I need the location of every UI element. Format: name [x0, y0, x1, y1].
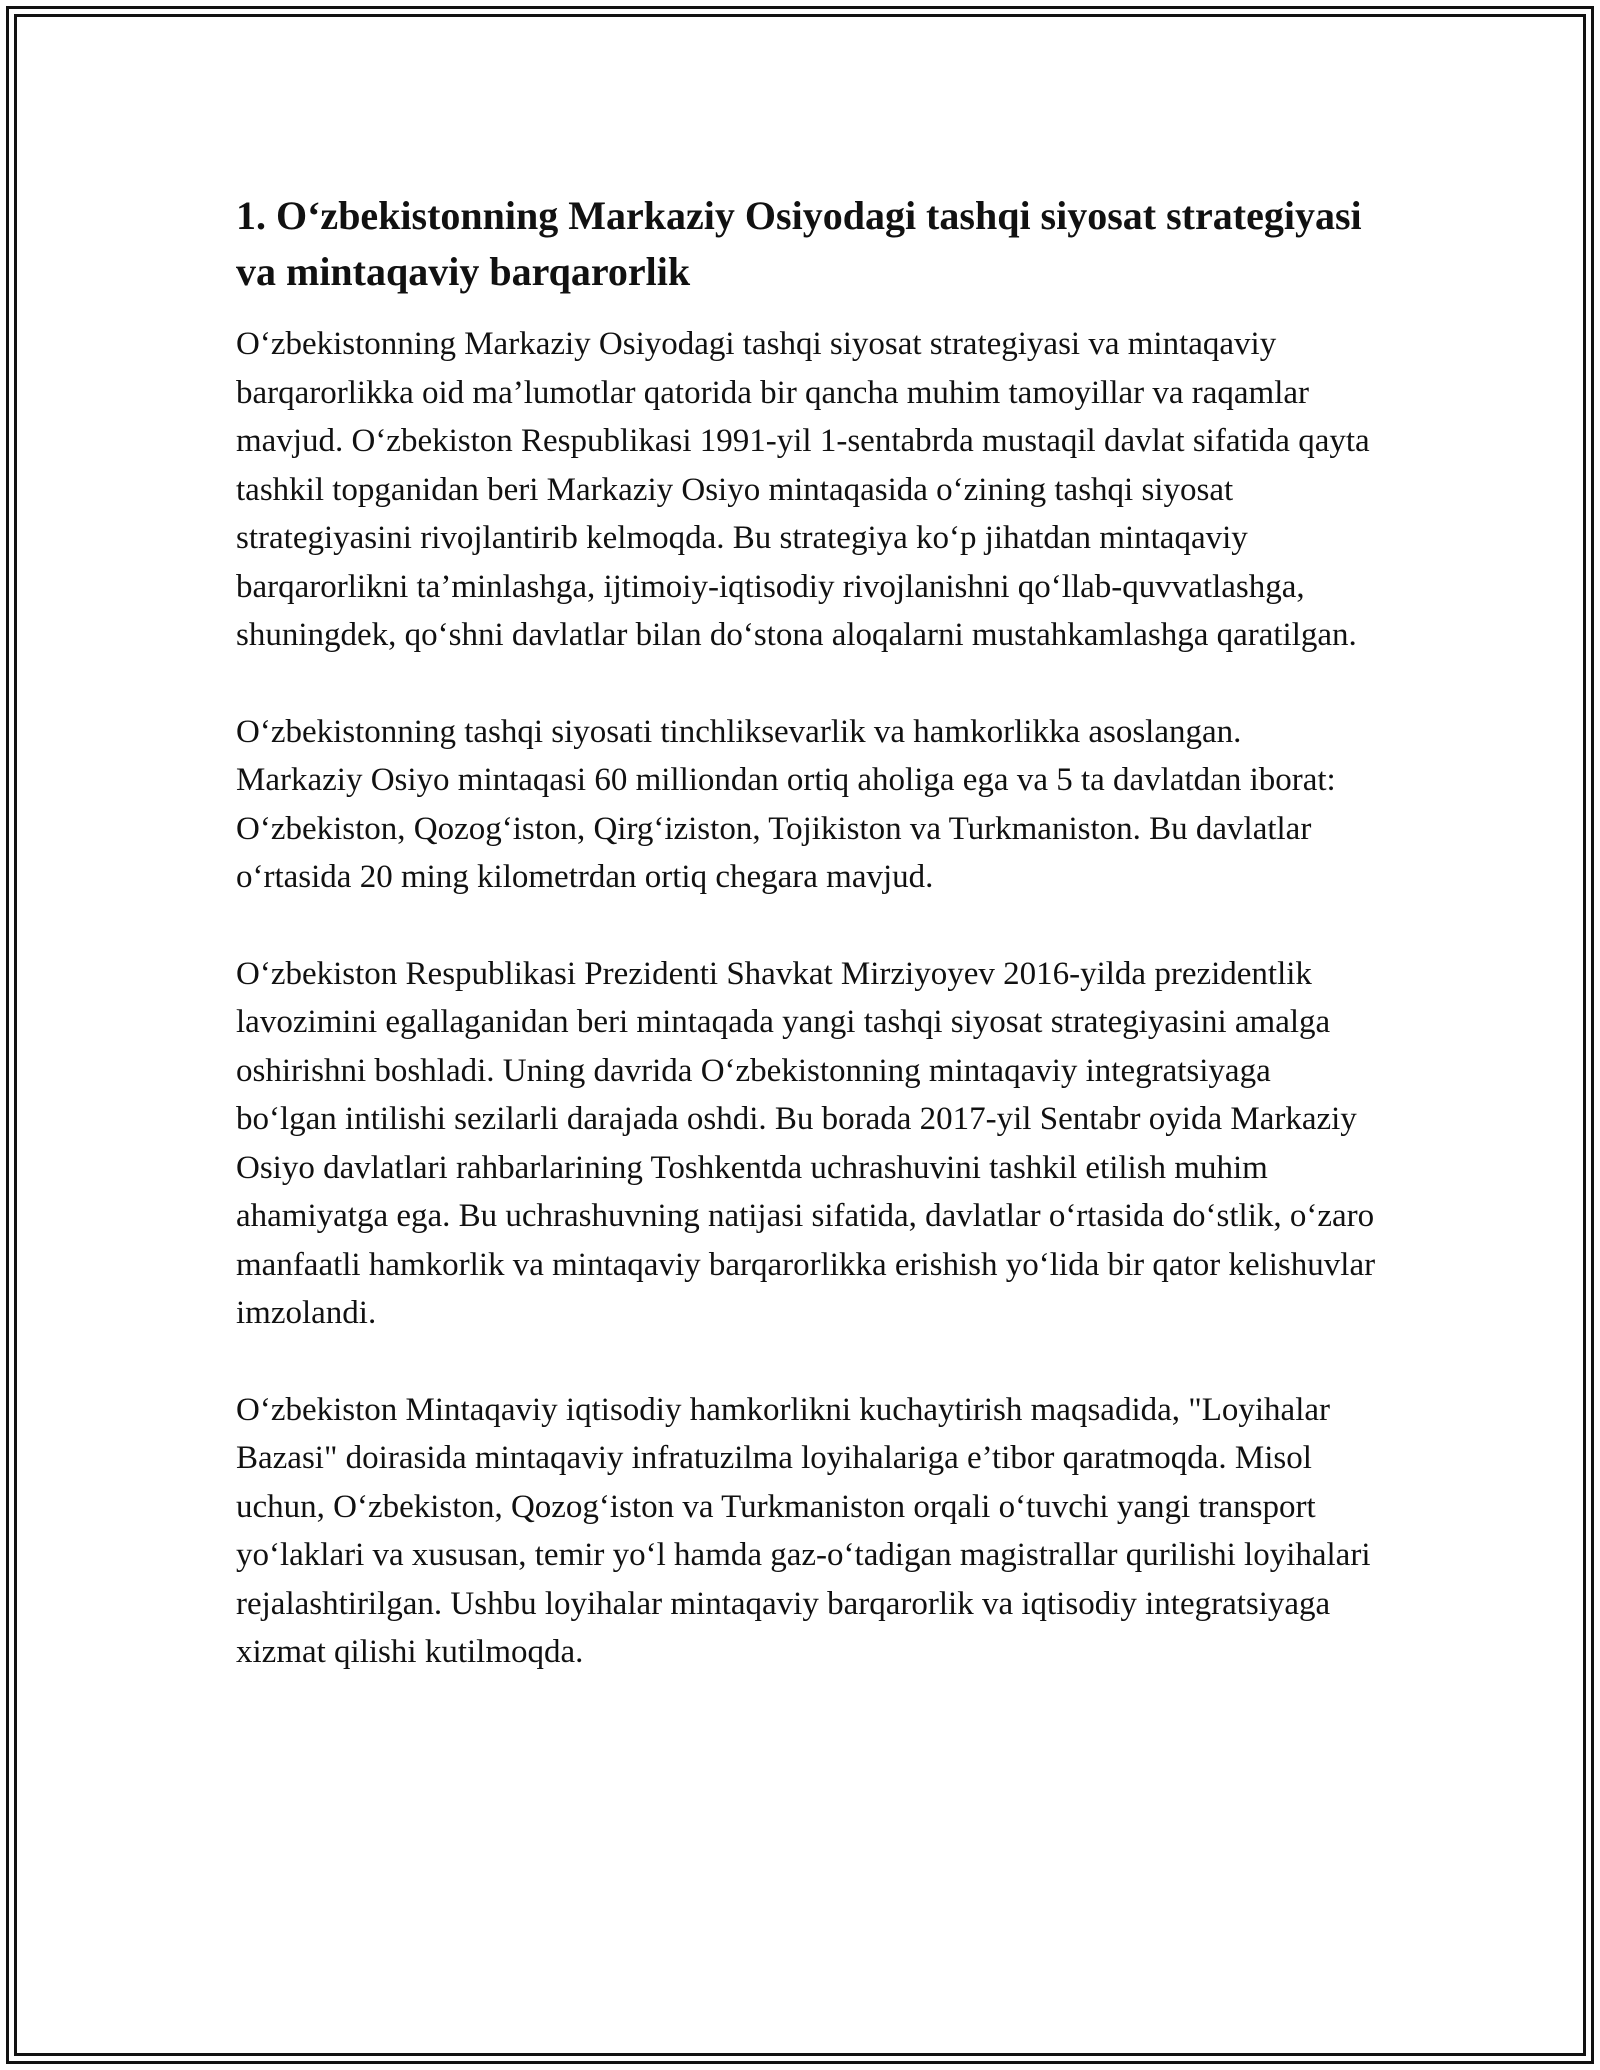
paragraph-3: O‘zbekiston Respublikasi Prezidenti Shavkat Mirziyoyev 2016-yilda prezidentlik lavozimini egallaganidan beri mintaqada yangi tashqi siyosat strategiyasini amalga oshirishni boshladi. Uning davrida O‘zbekistonning mintaqaviy integratsiyaga bo‘lgan intilishi sezilarli darajada oshdi. Bu borada 2017-yil Sentabr oyida Markaziy Osiyo davlatlari rahbarlarining Toshkentda uchrashuvini tashkil etilish muhim ahamiyatga ega. Bu uchrashuvning natijasi sifatida, davlatlar o‘rtasida do‘stlik, o‘zaro manfaatli hamkorlik va mintaqaviy barqarorlikka erishish yo‘lida bir qator kelishuvlar imzolandi. — [236, 955, 1376, 1331]
paragraph-1: O‘zbekistonning Markaziy Osiyodagi tashqi siyosat strategiyasi va mintaqaviy barqarorlikka oid ma’lumotlar qatorida bir qancha muhim tamoyillar va raqamlar mavjud. O‘zbekiston Respublikasi 1991-yil 1-sentabrda mustaqil davlat sifatida qayta tashkil topganidan beri Markaziy Osiyo mintaqasida o‘zining tashqi siyosat strategiyasini rivojlantirib kelmoqda. Bu strategiya ko‘p jihatdan mintaqaviy barqarorlikni ta’minlashga, ijtimoiy-iqtisodiy rivojlanishni qo‘llab-quvvatlashga, shuningdek, qo‘shni davlatlar bilan do‘stona aloqalarni mustahkamlashga qaratilgan. — [236, 326, 1370, 653]
paragraph-2: O‘zbekistonning tashqi siyosati tinchliksevarlik va hamkorlikka asoslangan. Markaziy Osiyo mintaqasi 60 milliondan ortiq aholiga ega va 5 ta davlatdan iborat: O‘zbekiston, Qozog‘iston, Qirg‘iziston, Tojikiston va Turkmaniston. Bu davlatlar o‘rtasida 20 ming kilometrdan ortiq chegara mavjud. — [236, 713, 1336, 895]
document-body — [236, 188, 1376, 1725]
paragraph-4: O‘zbekiston Mintaqaviy iqtisodiy hamkorlikni kuchaytirish maqsadida, "Loyihalar Bazasi" doirasida mintaqaviy infratuzilma loyihalariga e’tibor qaratmoqda. Misol uchun, O‘zbekiston, Qozog‘iston va Turkmaniston orqali o‘tuvchi yangi transport yo‘laklari va xususan, temir yo‘l hamda gaz-o‘tadigan magistrallar qurilishi loyihalari rejalashtirilgan. Ushbu loyihalar mintaqaviy barqarorlik va iqtisodiy integratsiyaga xizmat qilishi kutilmoqda. — [236, 1391, 1371, 1670]
section-heading: 1. O‘zbekistonning Markaziy Osiyodagi tashqi siyosat strategiyasi va mintaqaviy barqarorlik — [236, 193, 1362, 294]
